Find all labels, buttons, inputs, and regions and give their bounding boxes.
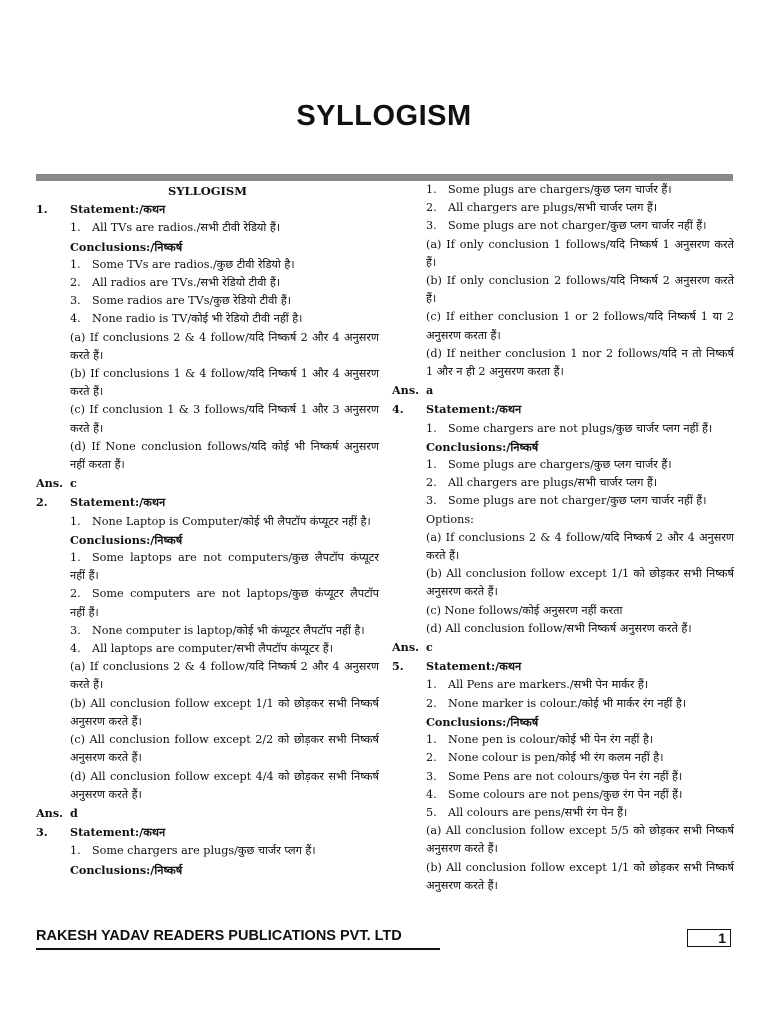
- option-b: (b) All conclusion follow except 1/1 को छोड़कर सभी निष्कर्ष अनुसरण करते हैं।: [70, 696, 379, 728]
- statement-label: Statement:/कथन: [70, 202, 166, 217]
- conclusion-item: 3. None computer is laptop/कोई भी कंप्यूटर लैपटॉप नहीं है।: [70, 623, 365, 637]
- conclusion-item: 2. All chargers are plugs/सभी चार्जर प्लग हैं।: [426, 476, 658, 490]
- statement-item: 1. None Laptop is Computer/कोई भी लैपटॉप कंप्यूटर नहीं है।: [70, 514, 371, 528]
- answer-line: Ans. a: [392, 383, 434, 398]
- answer-value: c: [70, 476, 77, 491]
- conclusions-label: Conclusions:/निष्कर्ष: [70, 239, 183, 254]
- conclusions-label: Conclusions:/निष्कर्ष: [426, 714, 539, 729]
- conclusion-item: 2. Some computers are not laptops/कुछ कंप्यूटर लैपटॉप नहीं हैं।: [70, 587, 379, 619]
- question-4-header: [392, 400, 734, 419]
- option-a: (a) If conclusions 2 & 4 follow/यदि निष्कर्ष 2 और 4 अनुसरण करते हैं।: [70, 660, 379, 692]
- conclusion-item: 2. All chargers are plugs/सभी चार्जर प्लग हैं।: [426, 201, 658, 215]
- option-a: (a) All conclusion follow except 5/5 को छोड़कर सभी निष्कर्ष अनुसरण करते हैं।: [426, 824, 734, 856]
- conclusions-label: Conclusions:/निष्कर्ष: [70, 862, 183, 877]
- answer-value: a: [426, 383, 434, 398]
- conclusion-item: 4. All laptops are computer/सभी लैपटॉप कंप्यूटर हैं।: [70, 642, 333, 656]
- answer-value: c: [426, 640, 433, 655]
- right-column: [392, 181, 734, 895]
- options-label: Options:: [426, 512, 474, 526]
- statement-label: Statement:/कथन: [426, 659, 522, 674]
- option-c: (c) None follows/कोई अनुसरण नहीं करता: [426, 603, 623, 617]
- statement-item: 1. All TVs are radios./सभी टीवी रेडियो हैं।: [70, 221, 281, 235]
- option-c: (c) If conclusion 1 & 3 follows/यदि निष्कर्ष 1 और 3 अनुसरण करते हैं।: [70, 403, 379, 435]
- question-3-header: [36, 823, 379, 842]
- question-1-header: [36, 200, 379, 219]
- option-c: (c) If either conclusion 1 or 2 follows/यदि निष्कर्ष 1 या 2 अनुसरण करता हैं।: [426, 310, 734, 342]
- page-title: SYLLOGISM: [296, 100, 472, 132]
- conclusion-item: 4. None radio is TV/कोई भी रेडियो टीवी नहीं है।: [70, 312, 303, 326]
- conclusion-item: 5. All colours are pens/सभी रंग पेन हैं।: [426, 805, 628, 819]
- left-column: [36, 182, 379, 879]
- conclusion-item: 1. Some laptops are not computers/कुछ लैपटॉप कंप्यूटर नहीं हैं।: [70, 551, 379, 583]
- answer-line: Ans. d: [36, 805, 78, 820]
- conclusion-item: 1. Some plugs are chargers/कुछ प्लग चार्जर हैं।: [426, 183, 672, 196]
- statement-label: Statement:/कथन: [70, 825, 166, 840]
- section-heading: SYLLOGISM: [168, 184, 247, 198]
- option-b: (b) If only conclusion 2 follows/यदि निष्कर्ष 2 अनुसरण करते हैं।: [426, 274, 734, 306]
- publisher-name: RAKESH YADAV READERS PUBLICATIONS PVT. LTD: [36, 928, 402, 944]
- conclusion-item: 1. None pen is colour/कोई भी पेन रंग नहीं है।: [426, 733, 654, 747]
- conclusion-item: 1. Some plugs are chargers/कुछ प्लग चार्जर हैं।: [426, 458, 672, 472]
- question-2-header: [36, 493, 379, 512]
- option-d: (d) All conclusion follow/सभी निष्कर्ष अनुसरण करते हैं।: [426, 621, 692, 635]
- conclusion-item: 1. Some TVs are radios./कुछ टीवी रेडियो है।: [70, 257, 295, 271]
- option-a: (a) If only conclusion 1 follows/यदि निष्कर्ष 1 अनुसरण करते हैं।: [426, 237, 734, 269]
- option-b: (b) If conclusions 1 & 4 follow/यदि निष्कर्ष 1 और 4 अनुसरण करते हैं।: [70, 367, 379, 399]
- conclusion-item: 4. Some colours are not pens/कुछ रंग पेन नहीं हैं।: [426, 787, 683, 801]
- statement-label: Statement:/कथन: [70, 495, 166, 510]
- page-number: 1: [687, 929, 731, 947]
- conclusion-item: 3. Some radios are TVs/कुछ रेडियो टीवी हैं।: [70, 294, 292, 308]
- conclusion-item: 3. Some plugs are not charger/कुछ प्लग चार्जर नहीं हैं।: [426, 219, 707, 233]
- statement-item: 1. Some chargers are plugs/कुछ चार्जर प्लग हैं।: [70, 844, 316, 858]
- question-number: 5.: [392, 659, 404, 674]
- conclusion-item: 3. Some plugs are not charger/कुछ प्लग चार्जर नहीं हैं।: [426, 494, 707, 508]
- statement-item: 2. None marker is colour./कोई भी मार्कर रंग नहीं है।: [426, 696, 687, 710]
- question-number: 3.: [36, 825, 48, 840]
- option-d: (d) All conclusion follow except 4/4 को छोड़कर सभी निष्कर्ष अनुसरण करते हैं।: [70, 769, 379, 801]
- question-number: 4.: [392, 402, 404, 417]
- option-d: (d) If None conclusion follows/यदि कोई भी निष्कर्ष अनुसरण नहीं करता हैं।: [70, 439, 379, 472]
- answer-line: Ans. c: [392, 640, 433, 655]
- question-number: 2.: [36, 495, 48, 510]
- answer-value: d: [70, 805, 78, 820]
- statement-item: 1. Some chargers are not plugs/कुछ चार्जर प्लग नहीं हैं।: [426, 421, 713, 435]
- option-b: (b) All conclusion follow except 1/1 को छोड़कर सभी निष्कर्ष अनुसरण करते हैं।: [426, 567, 734, 599]
- question-number: 1.: [36, 202, 48, 217]
- title-divider: [36, 174, 733, 181]
- option-a: (a) If conclusions 2 & 4 follow/यदि निष्कर्ष 2 और 4 अनुसरण करते हैं।: [70, 330, 379, 362]
- conclusion-item: 2. None colour is pen/कोई भी रंग कलम नहीं है।: [426, 751, 664, 765]
- conclusion-item: 3. Some Pens are not colours/कुछ पेन रंग नहीं हैं।: [426, 769, 683, 783]
- option-b: (b) All conclusion follow except 1/1 को छोड़कर सभी निष्कर्ष अनुसरण करते हैं।: [426, 860, 734, 892]
- statement-label: Statement:/कथन: [426, 402, 522, 417]
- statement-item: 1. All Pens are markers./सभी पेन मार्कर हैं।: [426, 678, 649, 692]
- conclusion-item: 2. All radios are TVs./सभी रेडियो टीवी हैं।: [70, 276, 281, 290]
- option-c: (c) All conclusion follow except 2/2 को छोड़कर सभी निष्कर्ष अनुसरण करते हैं।: [70, 733, 379, 765]
- conclusions-label: Conclusions:/निष्कर्ष: [426, 439, 539, 454]
- question-5-header: [392, 657, 734, 676]
- option-d: (d) If neither conclusion 1 nor 2 follows/यदि न तो निष्कर्ष 1 और न ही 2 अनुसरण करता हैं।: [426, 346, 734, 379]
- option-a: (a) If conclusions 2 & 4 follow/यदि निष्कर्ष 2 और 4 अनुसरण करते हैं।: [426, 530, 734, 563]
- conclusions-label: Conclusions:/निष्कर्ष: [70, 532, 183, 547]
- answer-line: Ans. c: [36, 476, 77, 491]
- footer-underline: [36, 948, 440, 950]
